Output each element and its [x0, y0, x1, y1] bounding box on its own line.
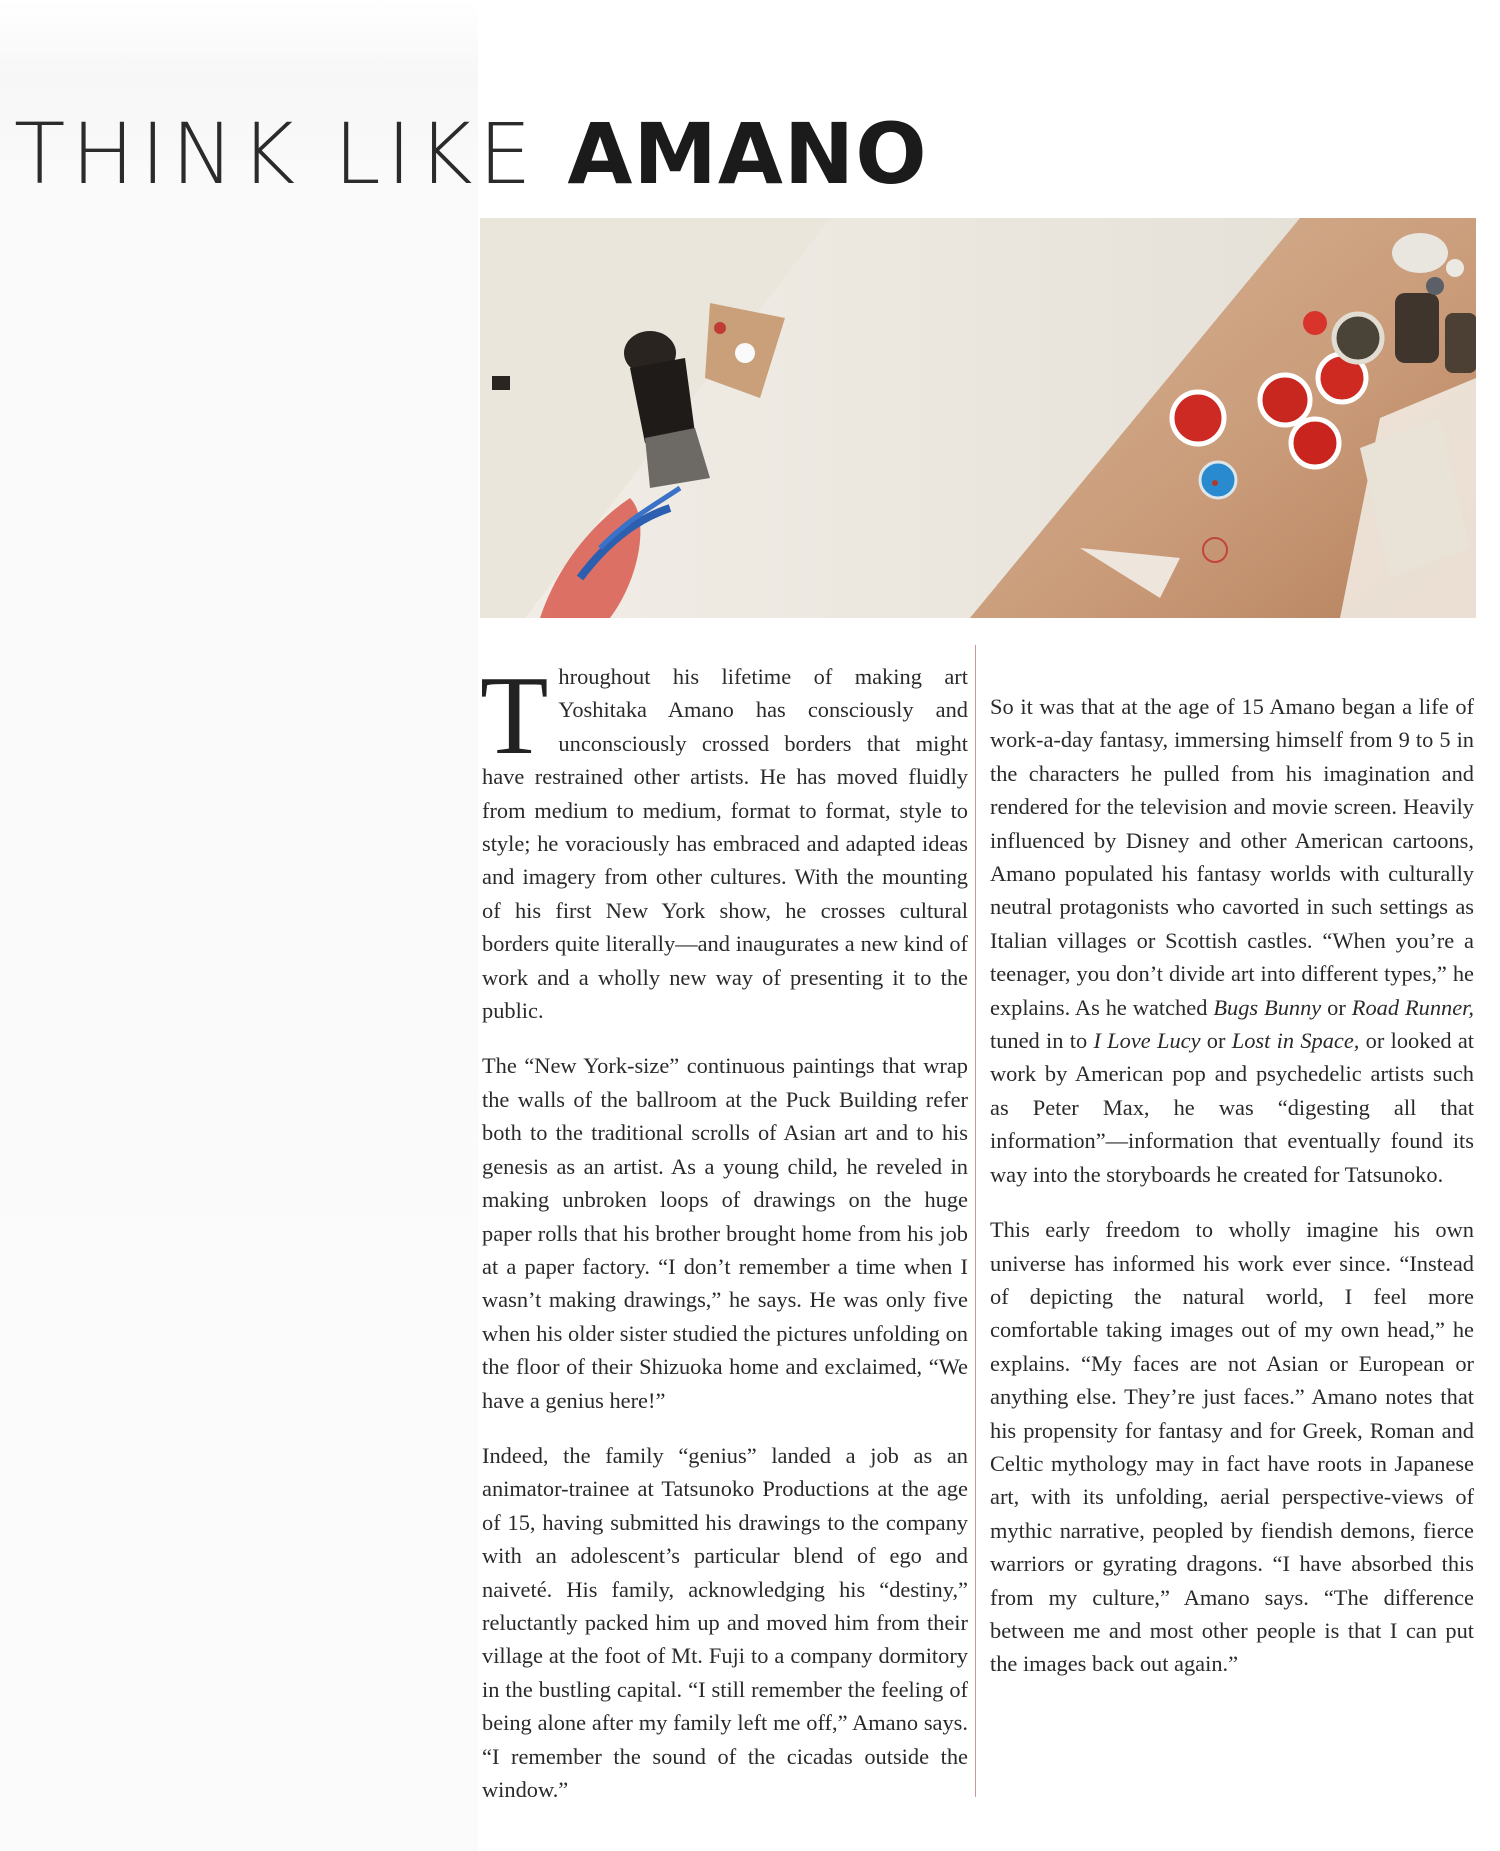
red-paint-bowl	[1260, 375, 1310, 425]
page-margin-shade	[0, 0, 478, 1851]
red-paint-bowl	[1291, 419, 1339, 467]
paragraph: The “New York-size” continuous paintings that wrap the walls of the ballroom at the Puck Building refer both to the traditional scrolls of Asian art and to his genesis as an artist. As a young child, he reveled in making unbroken loops of drawings on the huge paper rolls that his brother brought home from his job at a paper factory. “I don’t remember a time when I wasn’t making drawings,” he says. He was only five when his older sister studied the pictures unfolding on the floor of their Shizuoka home and exclaimed, “We have a genius here!”	[482, 1053, 968, 1413]
paragraph-text: So it was that at the age of 15 Amano began a life of work-a-day fantasy, immersing himself from 9 to 5 in the characters he pulled from his imagination and rendered for the television and movie screen. Heavily influenced by Disney and other American cartoons, Amano populated his fantasy worlds with culturally neutral protagonists who cavorted in such settings as Italian villages or Scottish castles. “When you’re a teenager, you don’t divide art into different types,” he explains. As he watched	[990, 694, 1474, 1020]
studio-photo	[480, 218, 1476, 618]
paint-can	[1445, 313, 1476, 373]
studio-photo-illustration	[480, 218, 1476, 618]
paragraph-text: hroughout his lifetime of making art Yoshitaka Amano has consciously and unconsciously crossed borders that might have restrained other artists. He has moved fluidly from medium to medium, format to format, style to style; he voraciously has embraced and adapted ideas and imagery from other cultures. With the mounting of his first New York show, he crosses cultural borders quite literally—and inaugurates a new kind of work and a wholly new way of presenting it to the public.	[482, 664, 968, 1024]
article-column-right	[990, 690, 1474, 1703]
blue-paint-bowl	[1200, 462, 1236, 498]
paragraph: This early freedom to wholly imagine his own universe has informed his work ever since. “Instead of depicting the natural world, I feel more comfortable taking images out of my own head,” he explains. “My faces are not Asian or European or anything else. They’re just faces.” Amano notes that his propensity for fantasy and for Greek, Roman and Celtic mythology may in fact have roots in Japanese art, with its unfolding, aerial perspective-views of mythic narrative, peopled by fiendish demons, fierce warriors or gyrating dragons. “I have absorbed this from my culture,” Amano says. “The difference between me and most other people is that I can put the images back out again.”	[990, 1217, 1474, 1677]
paint-jar	[1426, 277, 1444, 295]
article-column-left	[480, 654, 968, 1828]
paint-dab	[714, 322, 726, 334]
title-light: THINK LIKE	[14, 105, 538, 203]
dark-paint-bowl	[1334, 314, 1382, 362]
drop-cap: T	[480, 654, 549, 778]
paint-jar	[1446, 259, 1464, 277]
paint-cup	[735, 343, 755, 363]
paragraph-text: tuned in to	[990, 1028, 1094, 1054]
show-title: Bugs Bunny	[1213, 994, 1322, 1020]
show-title: I Love Lucy	[1093, 1028, 1201, 1054]
column-divider	[975, 645, 976, 1797]
paragraph-text: or	[1200, 1028, 1232, 1054]
show-title: Road Runner,	[1351, 994, 1474, 1020]
show-title: Lost in Space,	[1231, 1028, 1360, 1054]
paint-can	[1395, 293, 1439, 363]
paragraph	[990, 690, 1474, 1191]
paragraph-text: or	[1321, 994, 1352, 1020]
red-paint-bowl	[1172, 392, 1224, 444]
paragraph: Indeed, the family “genius” landed a job as an animator-trainee at Tatsunoko Productions at the age of 15, having submitted his drawings to the company with an adolescent’s particular blend of ego and naiveté. His family, acknowledging his “destiny,” reluctantly packed him up and moved him from their village at the foot of Mt. Fuji to a company dormitory in the bustling capital. “I still remember the feeling of being alone after my family left me off,” Amano says. “I remember the sound of the cicadas outside the window.”	[482, 1442, 968, 1802]
title-bold: AMANO	[567, 105, 928, 203]
paint-splash	[1303, 311, 1327, 335]
wall-outlet	[492, 376, 510, 390]
paragraph	[480, 654, 968, 1027]
paint-drop	[1212, 480, 1218, 486]
plastic-bag	[1392, 233, 1448, 273]
paragraph-text: or looked at work by American pop and psychedelic artists such as Peter Max, he was “digesting all that information”—information that eventually found its way into the storyboards he created for Tatsunoko.	[990, 1028, 1474, 1187]
page-title	[14, 105, 928, 203]
